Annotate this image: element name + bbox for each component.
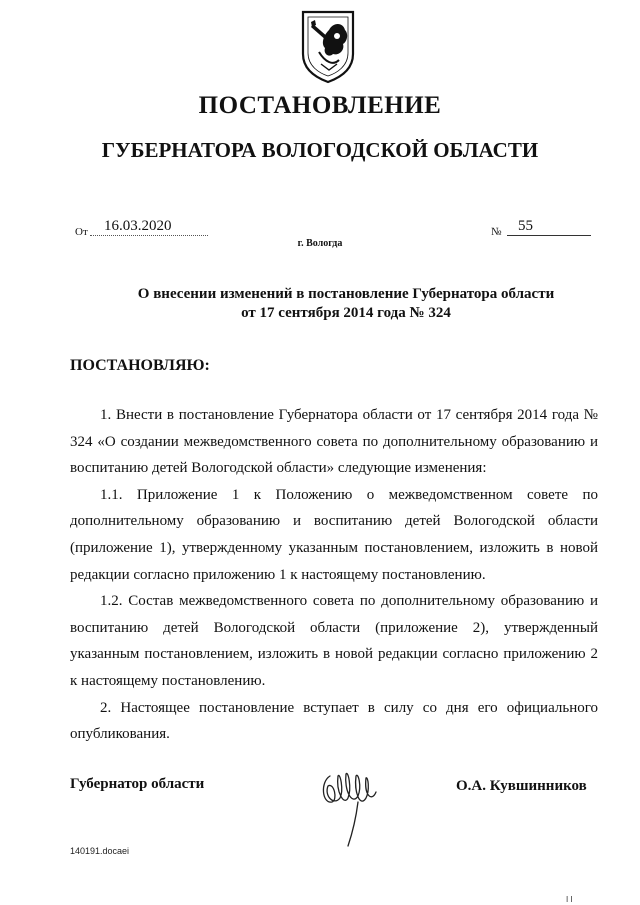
vologda-coat-of-arms-icon <box>299 8 357 84</box>
number-underline <box>507 235 591 236</box>
paragraph-1: 1. Внести в постановление Губернатора области от 17 сентября 2014 года № 324 «О создании межведомственного совета по дополнительному образованию и воспитанию детей Вологодской области» следующие изменения: <box>70 407 598 477</box>
document-subject <box>100 285 592 323</box>
paragraph-2: 2. Настоящее постановление вступает в силу со дня его официального опубликования. <box>70 699 598 743</box>
signatory-name: О.А. Кувшинников <box>456 778 587 794</box>
document-number: 55 <box>518 218 533 234</box>
document-body <box>70 402 598 748</box>
subject-line-2: от 17 сентября 2014 года № 324 <box>241 305 451 321</box>
paragraph-1-1: 1.1. Приложение 1 к Положению о межведомственном совете по дополнительному образованию и воспитанию детей Вологодской области (приложение 1), утвержденному указанным постановлением, изложить в новой редакции согласно приложению 1 к настоящему постановлению. <box>70 486 598 583</box>
document-title: ПОСТАНОВЛЕНИЕ <box>198 92 442 119</box>
paragraph-1-2: 1.2. Состав межведомственного совета по дополнительному образованию и воспитанию детей Вологодской области (приложение 2), утвержденный указанным постановлением, изложить в новой редакции согласно приложению 2 к настоящему постановлению. <box>70 593 598 689</box>
document-date: 16.03.2020 <box>104 218 172 234</box>
number-prefix: № <box>491 226 502 238</box>
decree-heading: ПОСТАНОВЛЯЮ: <box>70 357 210 374</box>
corner-marks: I I <box>566 895 573 904</box>
date-prefix: От <box>75 226 88 238</box>
handwritten-signature <box>318 762 382 854</box>
signatory-role: Губернатор области <box>70 776 205 792</box>
file-code: 140191.docaei <box>70 846 130 856</box>
date-underline <box>90 235 208 236</box>
city-label: г. Вологда <box>297 238 343 249</box>
issuer-title: ГУБЕРНАТОРА ВОЛОГОДСКОЙ ОБЛАСТИ <box>101 138 539 162</box>
subject-line-1: О внесении изменений в постановление Губернатора области <box>137 286 555 302</box>
